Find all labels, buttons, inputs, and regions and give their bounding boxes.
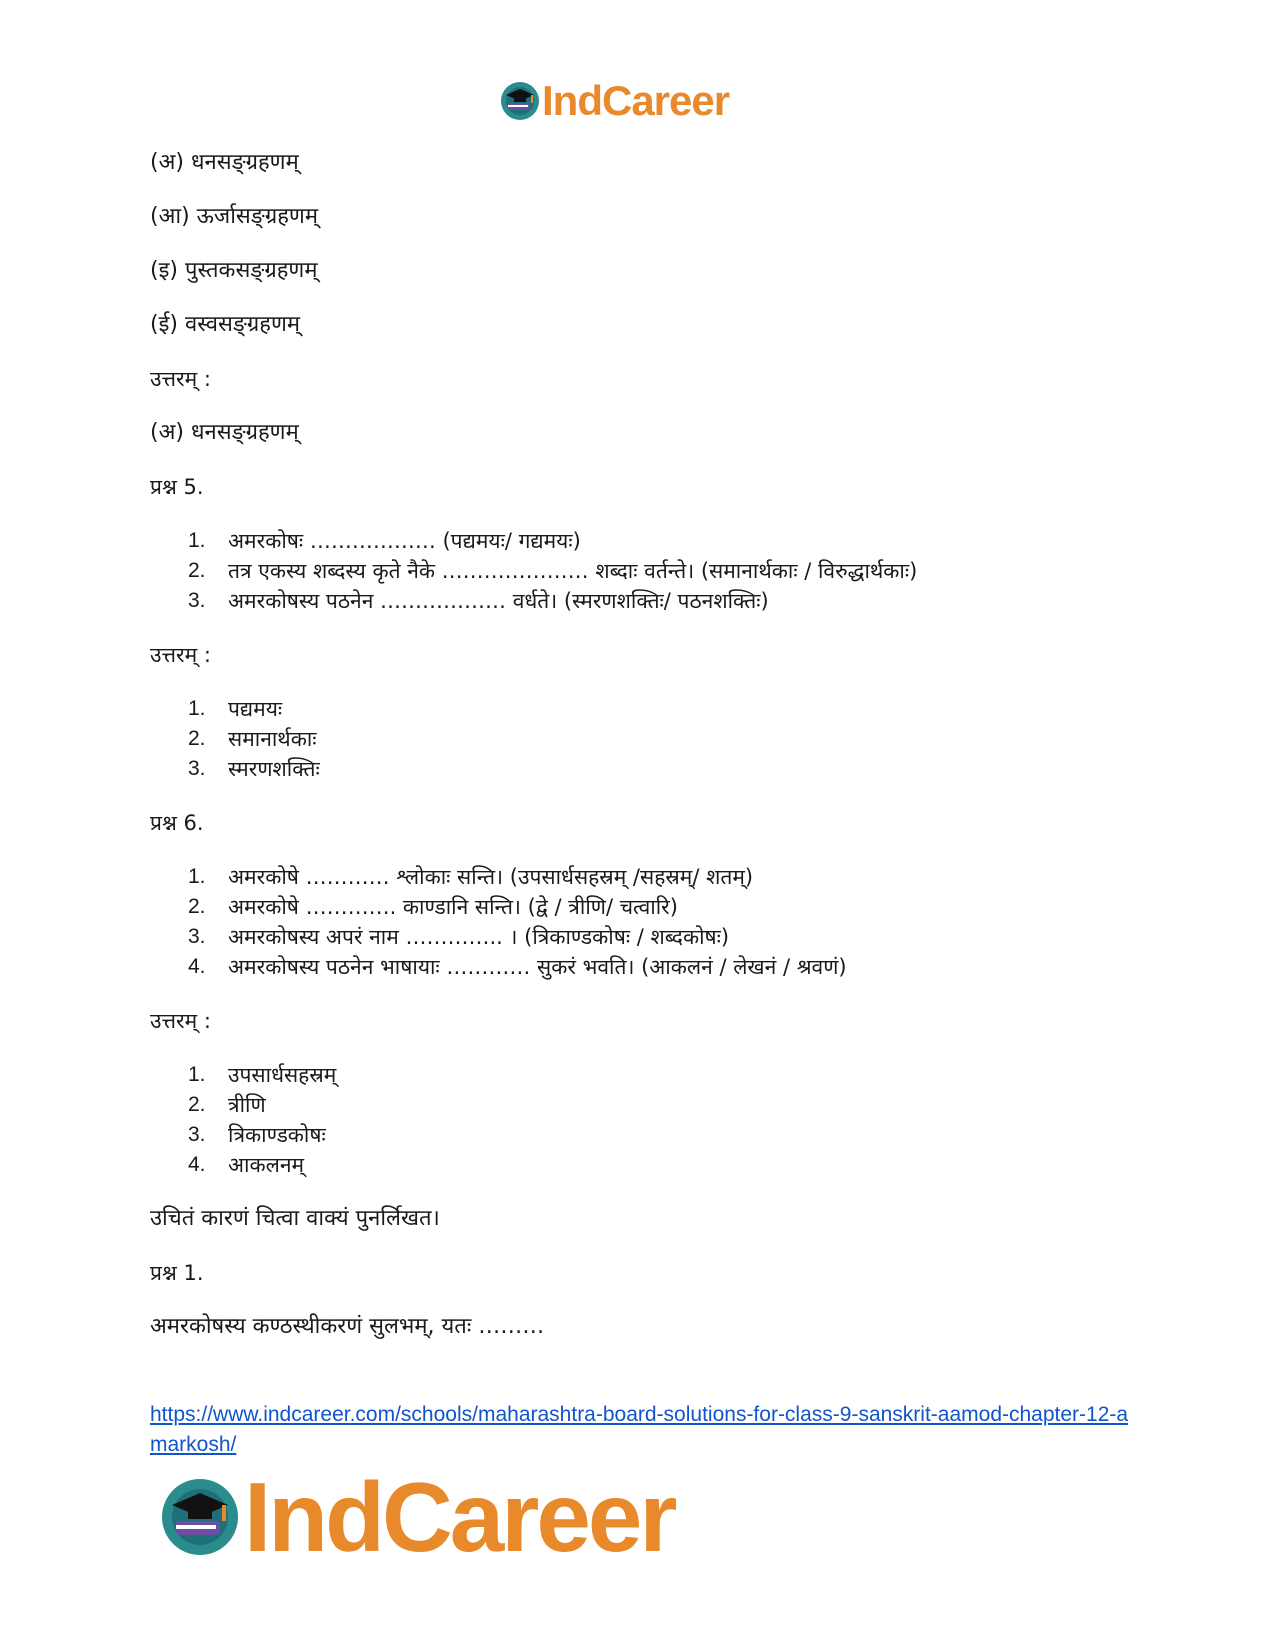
brand-letter-i: I — [542, 77, 553, 124]
list-item-number: 2. — [188, 895, 206, 918]
list-item-number: 3. — [188, 589, 206, 612]
list-item-text: अमरकोषस्य अपरं नाम ………….. । (त्रिकाण्डकोषः / शब्दकोषः) — [228, 925, 730, 949]
list-item-number: 1. — [188, 1063, 206, 1086]
section-heading: उत्तरम् : — [150, 643, 211, 667]
list-item — [150, 892, 1150, 922]
list-item-number: 4. — [188, 1153, 206, 1176]
list-item — [150, 556, 1150, 586]
section-heading: उत्तरम् : — [150, 1009, 211, 1033]
paragraph: उचितं कारणं चित्वा वाक्यं पुनर्लिखत। — [150, 1206, 440, 1231]
list-item — [150, 1090, 1150, 1120]
list-item — [150, 862, 1150, 892]
section-heading: प्रश्न 1. — [150, 1261, 204, 1285]
list-item — [150, 694, 1150, 724]
list-item — [150, 586, 1150, 616]
list-item-text: अमरकोषे …………. काण्डानि सन्ति। (द्वे / त्रीणि/ चत्वारि) — [228, 895, 678, 919]
list-item — [150, 1150, 1150, 1180]
list-item-text: स्मरणशक्तिः — [228, 757, 320, 781]
list-item-number: 2. — [188, 1093, 206, 1116]
list-item-number: 1. — [188, 865, 206, 888]
list-item — [150, 526, 1150, 556]
numbered-list — [150, 526, 1150, 616]
graduation-cap-book-icon — [500, 81, 540, 121]
list-item-number: 3. — [188, 757, 206, 780]
paragraph: (ई) वस्वसङ्ग्रहणम् — [150, 312, 301, 337]
list-item-text: अमरकोषस्य पठनेन ……………… वर्धते। (स्मरणशक्तिः/ पठनशक्तिः) — [228, 589, 769, 613]
indcareer-logo-top — [500, 77, 730, 124]
list-item-number: 4. — [188, 955, 206, 978]
list-item — [150, 1120, 1150, 1150]
indcareer-logo-bottom — [160, 1462, 675, 1572]
list-item — [150, 952, 1150, 982]
paragraph: (आ) ऊर्जासङ्ग्रहणम् — [150, 204, 318, 229]
list-item-number: 2. — [188, 559, 206, 582]
list-item-text: समानार्थकाः — [228, 727, 317, 751]
list-item-text: आकलनम् — [228, 1153, 305, 1177]
brand-name-rest: ndCareer — [268, 1462, 675, 1572]
section-heading: उत्तरम् : — [150, 367, 211, 391]
list-item-text: त्रिकाण्डकोषः — [228, 1123, 326, 1147]
list-item-text: अमरकोषस्य पठनेन भाषायाः ………… सुकरं भवति। (आकलनं / लेखनं / श्रवणं) — [228, 955, 847, 979]
list-item — [150, 724, 1150, 754]
brand-wordmark — [542, 77, 730, 124]
section-heading: प्रश्न 5. — [150, 475, 204, 499]
paragraph: अमरकोषस्य कण्ठस्थीकरणं सुलभम्, यतः ……… — [150, 1314, 545, 1339]
list-item — [150, 922, 1150, 952]
list-item-text: तत्र एकस्य शब्दस्य कृते नैके ………………… शब्दाः वर्तन्ते। (समानार्थकाः / विरुद्धार्थकाः) — [228, 559, 918, 583]
list-item — [150, 754, 1150, 784]
list-item-number: 3. — [188, 1123, 206, 1146]
list-item-text: उपसार्धसहस्रम् — [228, 1063, 337, 1087]
source-url-link[interactable]: https://www.indcareer.com/schools/maharashtra-board-solutions-for-class-9-sanskrit-aamod-chapter-12-amarkosh/ — [150, 1403, 1129, 1456]
paragraph: (अ) धनसङ्ग्रहणम् — [150, 420, 299, 445]
graduation-cap-book-icon — [160, 1477, 240, 1557]
paragraph: (इ) पुस्तकसङ्ग्रहणम् — [150, 258, 318, 283]
numbered-list — [150, 862, 1150, 982]
numbered-list — [150, 1060, 1150, 1180]
list-item — [150, 1060, 1150, 1090]
list-item-number: 1. — [188, 529, 206, 552]
document-body — [150, 148, 1150, 1366]
brand-name-rest: ndCareer — [552, 77, 730, 124]
section-heading: प्रश्न 6. — [150, 811, 204, 835]
numbered-list — [150, 694, 1150, 784]
brand-letter-i: I — [244, 1462, 269, 1572]
brand-wordmark — [244, 1462, 675, 1572]
list-item-text: पद्यमयः — [228, 697, 283, 721]
list-item-text: अमरकोषे ………… श्लोकाः सन्ति। (उपसार्धसहस्रम् /सहस्रम्/ शतम्) — [228, 865, 754, 889]
list-item-text: त्रीणि — [228, 1093, 266, 1117]
paragraph: (अ) धनसङ्ग्रहणम् — [150, 150, 299, 175]
list-item-number: 2. — [188, 727, 206, 750]
list-item-text: अमरकोषः ……………… (पद्यमयः/ गद्यमयः) — [228, 529, 581, 553]
list-item-number: 3. — [188, 925, 206, 948]
list-item-number: 1. — [188, 697, 206, 720]
